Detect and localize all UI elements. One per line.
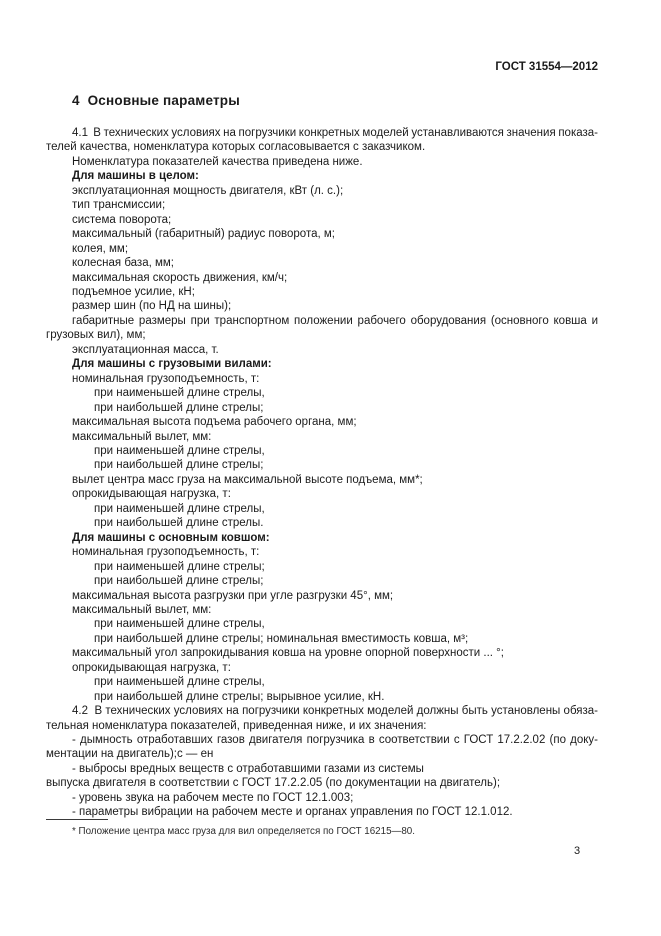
text-line (46, 372, 598, 386)
text-line-content: при наименьшей длине стрелы, (94, 676, 265, 689)
text-line (46, 140, 598, 154)
text-line-content: Номенклатура показателей качества приведена ниже. (72, 155, 363, 168)
text-line-content: при наименьшей длине стрелы, (94, 387, 265, 400)
text-line-content: максимальный вылет, мм: (72, 603, 212, 616)
category-heading-line (46, 531, 598, 545)
text-line-content: при наибольшей длине стрелы; вырывное усилие, кН. (94, 690, 385, 703)
text-line (46, 502, 598, 516)
text-line-content: подъемное усилие, кН; (72, 285, 195, 298)
text-line (46, 747, 598, 761)
text-line-content: при наименьшей длине стрелы, (94, 618, 265, 631)
text-line-content: опрокидывающая нагрузка, т: (72, 488, 231, 501)
text-line (46, 386, 598, 400)
text-line-content: при наибольшей длине стрелы; (94, 401, 264, 414)
text-line-content: - выбросы вредных веществ с отработавшими газами из системы (72, 762, 424, 775)
text-line (46, 516, 598, 530)
text-line (46, 198, 598, 212)
text-line (46, 791, 598, 805)
text-line (46, 762, 598, 776)
text-line-content: ментации на двигатель);с — ен (46, 748, 214, 761)
text-line (46, 733, 598, 747)
text-line (46, 473, 598, 487)
text-line (46, 560, 598, 574)
text-line-content: Для машины в целом: (72, 170, 199, 183)
category-heading-line (46, 169, 598, 183)
text-line-content: грузовых вил), мм; (46, 329, 146, 342)
text-line (46, 719, 598, 733)
text-line (46, 430, 598, 444)
text-line-content: максимальная высота разгрузки при угле разгрузки 45°, мм; (72, 589, 394, 602)
text-line (46, 227, 598, 241)
text-line (46, 155, 598, 169)
text-line (46, 184, 598, 198)
text-line (46, 314, 598, 328)
text-line-content: 4.2 В технических условиях на погрузчики конкретных моделей должны быть установлены обяза- (72, 705, 598, 718)
text-line-content: при наибольшей длине стрелы; номинальная вместимость ковша, м³; (94, 632, 469, 645)
text-line (46, 242, 598, 256)
text-line (46, 285, 598, 299)
text-line (46, 545, 598, 559)
text-line-content: номинальная грузоподъемность, т: (72, 546, 260, 559)
text-line (46, 690, 598, 704)
text-line (46, 661, 598, 675)
text-line-content: тип трансмиссии; (72, 199, 166, 212)
text-line-content: вылет центра масс груза на максимальной высоте подъема, мм*; (72, 473, 423, 486)
text-line (46, 444, 598, 458)
text-line-content: - уровень звука на рабочем месте по ГОСТ 12.1.003; (72, 791, 354, 804)
text-line-content: Для машины с основным ковшом: (72, 531, 270, 544)
text-line (46, 776, 598, 790)
text-line (46, 632, 598, 646)
text-line-content: эксплуатационная мощность двигателя, кВт (л. с.); (72, 184, 344, 197)
text-line-content: - дымность отработавших газов двигателя погрузчика в соответствии с ГОСТ 17.2.2.02 (по доку- (72, 734, 598, 747)
text-line (46, 617, 598, 631)
text-line-content: выпуска двигателя в соответствии с ГОСТ 17.2.2.05 (по документации на двигатель); (46, 777, 501, 790)
text-line-content: максимальный угол запрокидывания ковша на уровне опорной поверхности ... °; (72, 647, 504, 660)
text-line-content: тельная номенклатура показателей, приведенная ниже, и их значения: (46, 719, 427, 732)
footnote-block (46, 819, 598, 837)
footnote-text: * Положение центра масс груза для вил определяется по ГОСТ 16215—80. (72, 826, 415, 837)
text-line (46, 343, 598, 357)
document-body (46, 126, 598, 820)
text-line-content: колея, мм; (72, 242, 129, 255)
document-code: ГОСТ 31554—2012 (495, 61, 598, 73)
footnote-divider (46, 819, 108, 820)
text-line-content: опрокидывающая нагрузка, т: (72, 661, 231, 674)
category-heading-line (46, 357, 598, 371)
text-line-content: максимальный (габаритный) радиус поворота, м; (72, 228, 335, 241)
text-line (46, 675, 598, 689)
text-line (46, 805, 598, 819)
text-line-content: - параметры вибрации на рабочем месте и органах управления по ГОСТ 12.1.012. (72, 806, 513, 819)
text-line (46, 603, 598, 617)
text-line (46, 401, 598, 415)
text-line-content: система поворота; (72, 213, 172, 226)
text-line (46, 328, 598, 342)
text-line-content: 4.1 В технических условиях на погрузчики конкретных моделей устанавливаются значения показа- (72, 127, 598, 139)
text-line (46, 271, 598, 285)
text-line-content: при наибольшей длине стрелы; (94, 575, 264, 588)
text-line-content: при наименьшей длине стрелы; (94, 560, 265, 573)
text-line (46, 126, 598, 140)
text-line (46, 704, 598, 718)
text-line (46, 415, 598, 429)
text-line (46, 299, 598, 313)
text-line-content: телей качества, номенклатура которых согласовывается с заказчиком. (46, 141, 426, 154)
text-line-content: эксплуатационная масса, т. (72, 343, 219, 356)
text-line-content: Для машины с грузовыми вилами: (72, 358, 272, 371)
text-line (46, 213, 598, 227)
text-line-content: при наименьшей длине стрелы, (94, 502, 265, 515)
text-line-content: максимальный вылет, мм: (72, 430, 212, 443)
text-line (46, 458, 598, 472)
text-line-content: максимальная скорость движения, км/ч; (72, 271, 288, 284)
text-line-content: при наибольшей длине стрелы; (94, 459, 264, 472)
text-line (46, 574, 598, 588)
text-line-content: габаритные размеры при транспортном положении рабочего оборудования (основного ковша и (72, 314, 598, 327)
text-line-content: номинальная грузоподъемность, т: (72, 372, 260, 385)
text-line-content: размер шин (по НД на шины); (72, 300, 232, 313)
text-line-content: при наибольшей длине стрелы. (94, 517, 264, 530)
text-line-content: максимальная высота подъема рабочего органа, мм; (72, 416, 357, 429)
text-line-content: при наименьшей длине стрелы, (94, 444, 265, 457)
text-line (46, 589, 598, 603)
section-title: 4 Основные параметры (72, 93, 240, 108)
text-line-content: колесная база, мм; (72, 257, 174, 270)
text-line (46, 256, 598, 270)
text-line (46, 646, 598, 660)
page-number: 3 (574, 845, 581, 857)
text-line (46, 487, 598, 501)
